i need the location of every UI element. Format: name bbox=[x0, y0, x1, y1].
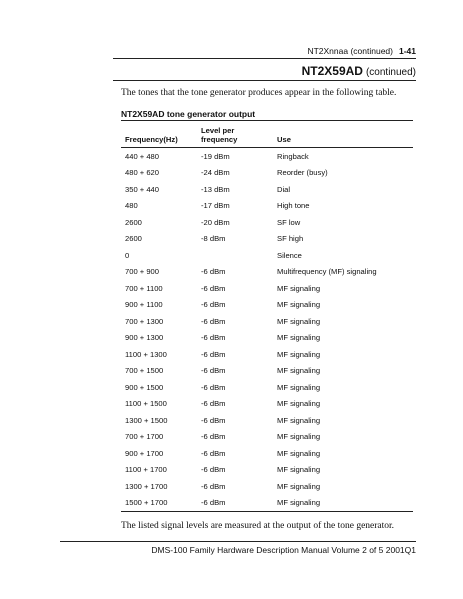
cell-level: -6 dBm bbox=[197, 495, 273, 512]
cell-frequency: 700 + 1300 bbox=[125, 316, 164, 326]
cell-level: -17 dBm bbox=[201, 201, 230, 211]
cell-frequency: 700 + 1700 bbox=[125, 432, 164, 442]
cell-use: High tone bbox=[277, 201, 310, 211]
cell-use: Multifrequency (MF) signaling bbox=[277, 267, 377, 277]
table-caption: NT2X59AD tone generator output bbox=[121, 109, 256, 119]
running-header-text: NT2Xnnaa (continued) bbox=[307, 46, 393, 56]
cell-frequency: 900 + 1500 bbox=[125, 382, 164, 392]
cell-level: -6 dBm bbox=[201, 366, 226, 376]
tone-output-table bbox=[121, 120, 413, 512]
cell-level: -24 dBm bbox=[201, 168, 230, 178]
cell-frequency: 1300 + 1500 bbox=[125, 415, 168, 425]
table-header-row bbox=[121, 121, 413, 148]
cell-level: -6 dBm bbox=[201, 415, 226, 425]
cell-use: SF low bbox=[277, 217, 301, 227]
cell-use: MF signaling bbox=[277, 349, 321, 359]
table-row bbox=[121, 297, 413, 314]
table-row bbox=[121, 198, 413, 215]
cell-level: -6 dBm bbox=[201, 333, 226, 343]
cell-level: -6 dBm bbox=[201, 448, 226, 458]
cell-level: -19 dBm bbox=[201, 151, 230, 161]
cell-frequency: 1500 + 1700 bbox=[121, 495, 197, 512]
cell-frequency: 0 bbox=[125, 250, 130, 260]
cell-frequency: 1300 + 1700 bbox=[125, 481, 168, 491]
section-title-code: NT2X59AD bbox=[301, 64, 363, 78]
running-header bbox=[307, 46, 416, 56]
cell-use: MF signaling bbox=[277, 382, 321, 392]
cell-use: MF signaling bbox=[277, 300, 321, 310]
cell-level: -6 dBm bbox=[201, 349, 226, 359]
table-row bbox=[121, 165, 413, 182]
cell-frequency: 1100 + 1700 bbox=[125, 465, 167, 475]
table-body bbox=[121, 148, 413, 512]
cell-frequency: 480 + 620 bbox=[125, 168, 159, 178]
cell-level: -6 dBm bbox=[201, 283, 226, 293]
table-row bbox=[121, 214, 413, 231]
cell-use: MF signaling bbox=[277, 333, 321, 343]
cell-frequency: 1100 + 1300 bbox=[125, 349, 167, 359]
cell-frequency: 900 + 1100 bbox=[125, 300, 163, 310]
section-title bbox=[302, 64, 416, 78]
cell-use: Dial bbox=[277, 184, 291, 194]
cell-frequency: 480 bbox=[125, 201, 138, 211]
cell-use: SF high bbox=[277, 234, 304, 244]
cell-frequency: 700 + 900 bbox=[125, 267, 159, 277]
table-row bbox=[121, 412, 413, 429]
table-row bbox=[121, 231, 413, 248]
cell-use: MF signaling bbox=[277, 316, 321, 326]
cell-level bbox=[197, 247, 273, 264]
column-header-level: Level per frequency bbox=[197, 121, 273, 148]
cell-level: -6 dBm bbox=[201, 481, 226, 491]
column-header-frequency: Frequency(Hz) bbox=[121, 121, 197, 148]
table-row bbox=[121, 313, 413, 330]
header-rule-bottom bbox=[113, 80, 416, 81]
table-row bbox=[121, 280, 413, 297]
table-row bbox=[121, 478, 413, 495]
cell-level: -13 dBm bbox=[201, 184, 230, 194]
table-row bbox=[121, 429, 413, 446]
cell-level: -6 dBm bbox=[201, 316, 226, 326]
table-row bbox=[121, 445, 413, 462]
cell-use: MF signaling bbox=[277, 432, 321, 442]
cell-use: MF signaling bbox=[277, 283, 321, 293]
closing-paragraph: The listed signal levels are measured at the output of the tone generator. bbox=[121, 521, 395, 531]
cell-level: -6 dBm bbox=[201, 465, 226, 475]
cell-frequency: 700 + 1500 bbox=[125, 366, 164, 376]
cell-use: MF signaling bbox=[277, 448, 321, 458]
cell-level: -6 dBm bbox=[201, 267, 226, 277]
table-row bbox=[121, 363, 413, 380]
cell-use: MF signaling bbox=[277, 366, 321, 376]
cell-level: -6 dBm bbox=[201, 382, 226, 392]
page-number: 1-41 bbox=[398, 46, 416, 56]
cell-use: MF signaling bbox=[277, 481, 321, 491]
cell-frequency: 2600 bbox=[125, 234, 142, 244]
cell-frequency: 900 + 1300 bbox=[125, 333, 164, 343]
cell-level: -6 dBm bbox=[201, 432, 226, 442]
cell-frequency: 1100 + 1500 bbox=[125, 399, 167, 409]
cell-frequency: 900 + 1700 bbox=[125, 448, 164, 458]
cell-use: MF signaling bbox=[277, 465, 321, 475]
table-row bbox=[121, 346, 413, 363]
table-row bbox=[121, 148, 413, 165]
cell-use: Reorder (busy) bbox=[277, 168, 328, 178]
table-row bbox=[121, 462, 413, 479]
table-row bbox=[121, 379, 413, 396]
cell-use: MF signaling bbox=[277, 415, 321, 425]
table-row bbox=[121, 495, 413, 512]
footer-rule bbox=[60, 541, 416, 542]
cell-frequency: 440 + 480 bbox=[125, 151, 159, 161]
table-row bbox=[121, 247, 413, 264]
header-rule-top bbox=[113, 58, 416, 59]
cell-use: Ringback bbox=[277, 151, 309, 161]
cell-use: MF signaling bbox=[273, 495, 413, 512]
cell-level: -6 dBm bbox=[201, 300, 226, 310]
table-row bbox=[121, 181, 413, 198]
cell-frequency: 350 + 440 bbox=[125, 184, 159, 194]
column-header-use: Use bbox=[273, 121, 413, 148]
cell-use: Silence bbox=[277, 250, 302, 260]
cell-frequency: 700 + 1100 bbox=[125, 283, 163, 293]
page-footer: DMS-100 Family Hardware Description Manual Volume 2 of 5 2001Q1 bbox=[151, 545, 416, 555]
table-row bbox=[121, 264, 413, 281]
cell-frequency: 2600 bbox=[125, 217, 142, 227]
cell-use: MF signaling bbox=[277, 399, 321, 409]
table-row bbox=[121, 330, 413, 347]
cell-level: -6 dBm bbox=[201, 399, 226, 409]
cell-level: -8 dBm bbox=[201, 234, 226, 244]
section-title-suffix: (continued) bbox=[365, 67, 416, 78]
intro-paragraph: The tones that the tone generator produces appear in the following table. bbox=[121, 88, 397, 98]
cell-level: -20 dBm bbox=[201, 217, 230, 227]
table-row bbox=[121, 396, 413, 413]
